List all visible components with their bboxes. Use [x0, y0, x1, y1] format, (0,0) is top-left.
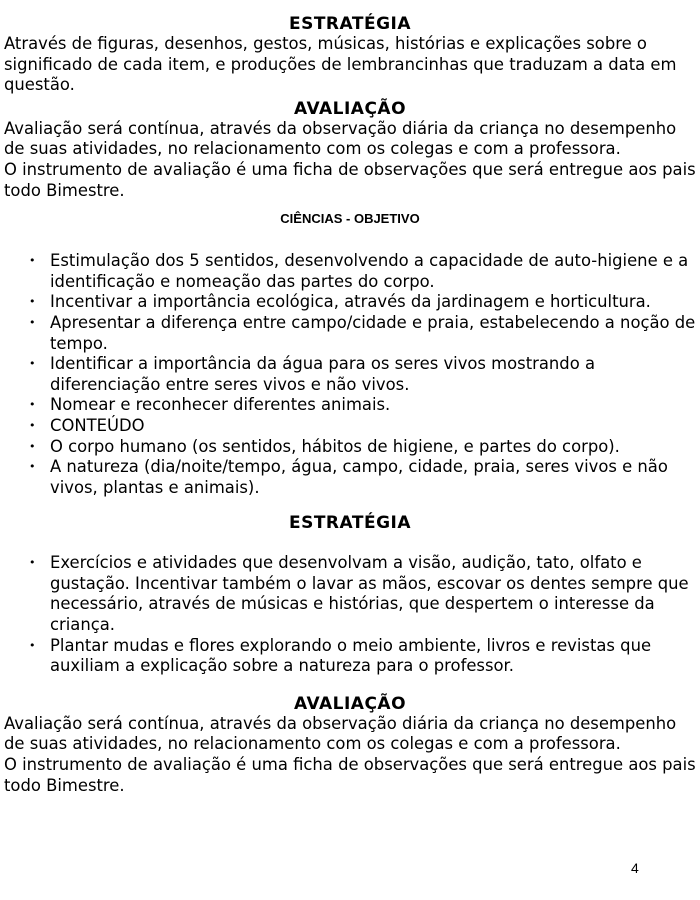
bullet-icon: • — [29, 315, 36, 329]
evaluation-heading: AVALIAÇÃO — [293, 98, 407, 119]
list-item: • A natureza (dia/noite/tempo, água, campo, cidade, praia, seres vivos e não vivos, plantas e animais). — [29, 457, 668, 497]
list-item: • Incentivar a importância ecológica, através da jardinagem e horticultura. — [29, 292, 651, 312]
science-evaluation-paragraph: Avaliação será contínua, através da observação diária da criança no desempenho de suas atividades, no relacionamento com os colegas e com a professora. — [4, 713, 677, 754]
bullet-icon: • — [29, 556, 36, 570]
evaluation-instrument-paragraph: O instrumento de avaliação é uma ficha de observações que será entregue aos pais todo Bimestre. — [4, 159, 696, 200]
bullet-icon: • — [29, 357, 36, 371]
bullet-icon: • — [29, 418, 36, 432]
science-strategy-heading: ESTRATÉGIA — [288, 513, 412, 534]
bullet-icon: • — [29, 439, 36, 453]
list-item: • O corpo humano (os sentidos, hábitos de higiene, e partes do corpo). — [29, 436, 620, 456]
list-item-content-heading: • CONTEÚDO — [29, 415, 145, 435]
list-item: • Nomear e reconhecer diferentes animais. — [29, 395, 391, 415]
bullet-icon: • — [29, 398, 36, 412]
bullet-icon: • — [29, 638, 36, 652]
science-evaluation-heading: AVALIAÇÃO — [293, 693, 407, 714]
science-evaluation-instrument-paragraph: O instrumento de avaliação é uma ficha de observações que será entregue aos pais todo Bimestre. — [4, 755, 696, 795]
bullet-icon: • — [29, 460, 36, 474]
science-objective-heading: CIÊNCIAS - OBJETIVO — [280, 211, 420, 227]
list-item: • Exercícios e atividades que desenvolvam a visão, audição, tato, olfato e gustação. Incentivar também o lavar as mãos, escovar os dentes sempre que necessário, através de músicas e histórias, que despertem o interesse da criança. — [29, 553, 689, 635]
science-objective-list — [0, 251, 700, 498]
page-number: 4 — [631, 860, 639, 876]
list-item: • Identificar a importância da água para os seres vivos mostrando a diferenciação entre seres vivos e não vivos. — [29, 354, 595, 394]
list-item: • Apresentar a diferença entre campo/cidade e praia, estabelecendo a noção de tempo. — [29, 312, 696, 353]
bullet-icon: • — [29, 295, 36, 309]
strategy-paragraph: Através de figuras, desenhos, gestos, músicas, histórias e explicações sobre o significado de cada item, e produções de lembrancinhas que traduzam a data em questão. — [4, 34, 677, 95]
list-item: • Estimulação dos 5 sentidos, desenvolvendo a capacidade de auto-higiene e a identificação e nomeação das partes do corpo. — [29, 251, 689, 291]
science-strategy-list — [0, 553, 700, 677]
bullet-icon: • — [29, 254, 36, 268]
list-item: • Plantar mudas e flores explorando o meio ambiente, livros e revistas que auxiliam a explicação sobre a natureza para o professor. — [29, 635, 652, 676]
strategy-heading: ESTRATÉGIA — [288, 14, 412, 34]
evaluation-paragraph: Avaliação será contínua, através da observação diária da criança no desempenho de suas atividades, no relacionamento com os colegas e com a professora. — [4, 118, 677, 159]
